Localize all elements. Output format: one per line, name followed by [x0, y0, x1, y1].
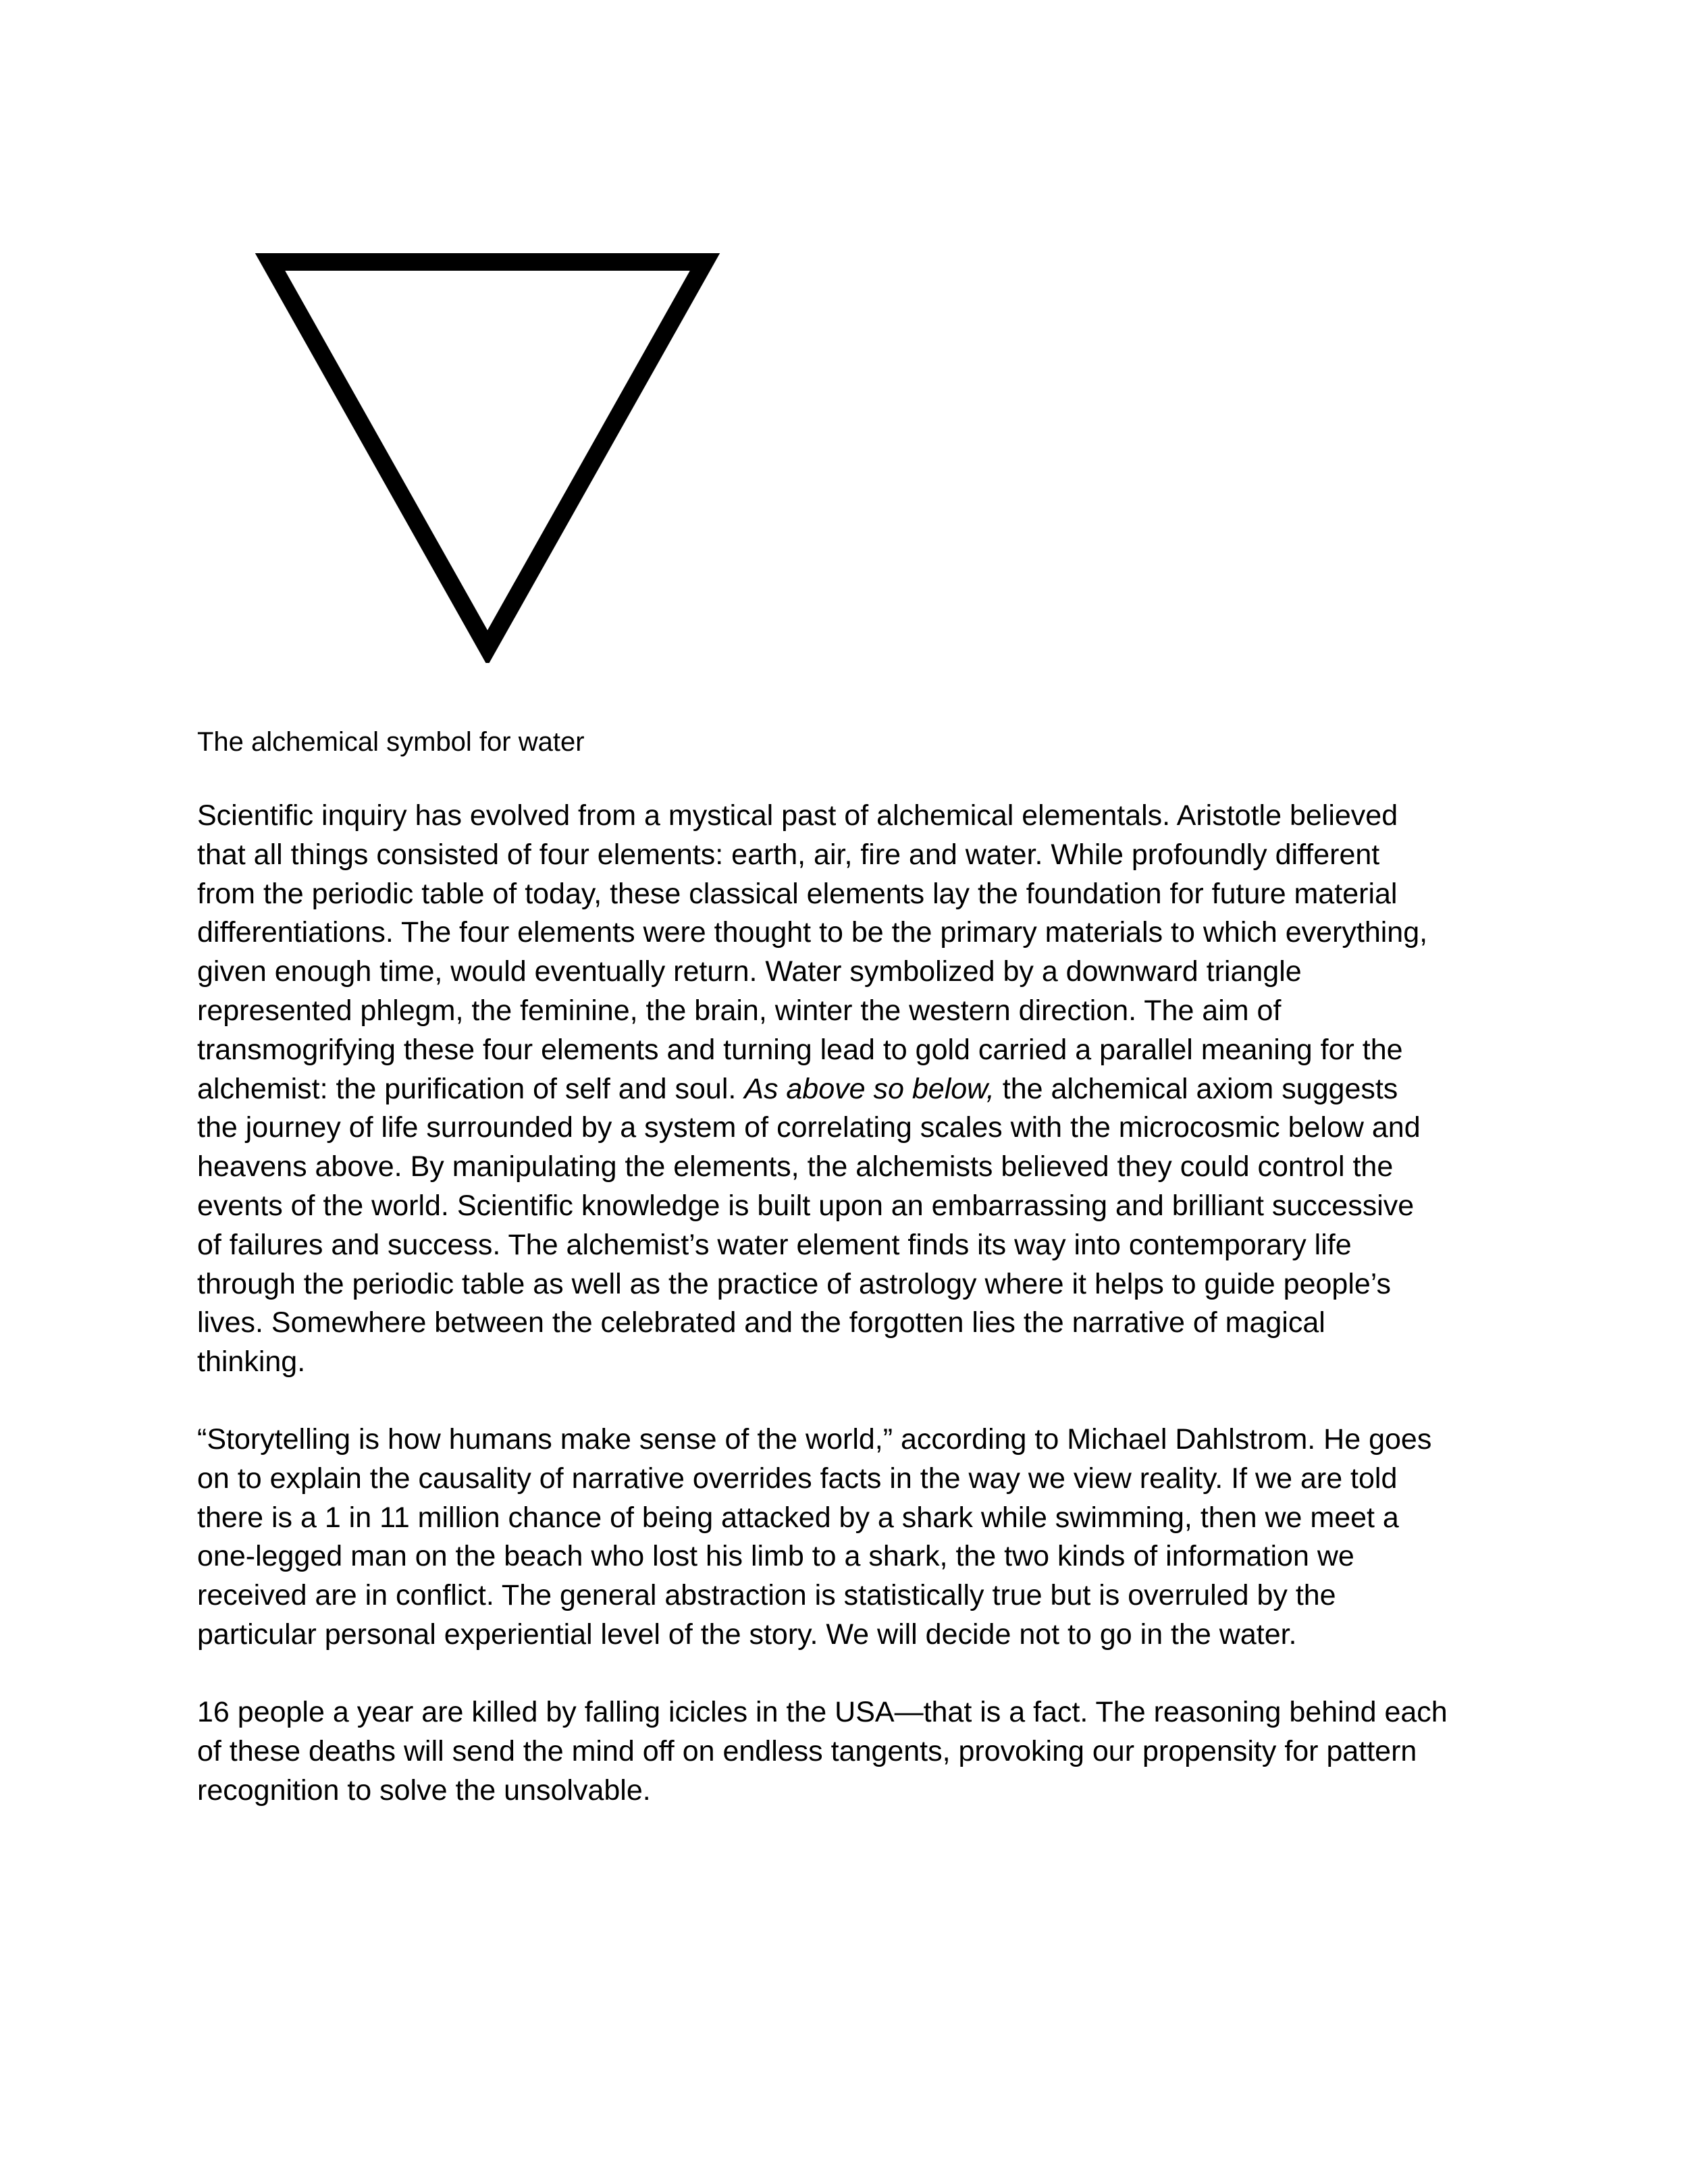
text-line: particular personal experiential level of the story. We will decide not to go in the water. [197, 1618, 1297, 1651]
text-line: received are in conflict. The general abstraction is statistically true but is overruled by the [197, 1579, 1336, 1612]
text-line: recognition to solve the unsolvable. [197, 1774, 651, 1807]
text-line: events of the world. Scientific knowledge is built upon an embarrassing and brilliant successive [197, 1189, 1415, 1222]
text-line: there is a 1 in 11 million chance of being attacked by a shark while swimming, then we meet a [197, 1501, 1399, 1534]
text-line: of these deaths will send the mind off on endless tangents, provoking our propensity for pattern [197, 1734, 1417, 1767]
text-line: heavens above. By manipulating the elements, the alchemists believed they could control the [197, 1150, 1394, 1183]
text-line: the journey of life surrounded by a system of correlating scales with the microcosmic below and [197, 1111, 1421, 1144]
text-line: on to explain the causality of narrative overrides facts in the way we view reality. If we are told [197, 1462, 1398, 1495]
text-line: through the periodic table as well as the practice of astrology where it helps to guide people’s [197, 1267, 1392, 1300]
text-line: that all things consisted of four elements: earth, air, fire and water. While profoundly different [197, 838, 1380, 871]
text-line: 16 people a year are killed by falling icicles in the USA—that is a fact. The reasoning behind each [197, 1696, 1448, 1728]
text-segment: the alchemical axiom suggests [994, 1072, 1398, 1105]
text-line: “Storytelling is how humans make sense of the world,” according to Michael Dahlstrom. He goes [197, 1423, 1432, 1456]
paragraph-icicles [197, 1693, 1548, 1810]
text-line: given enough time, would eventually return. Water symbolized by a downward triangle [197, 955, 1302, 988]
text-line: one-legged man on the beach who lost his limb to a shark, the two kinds of information we [197, 1540, 1354, 1573]
text-segment: alchemist: the purification of self and soul. [197, 1072, 745, 1105]
alchemical-water-symbol-icon [251, 251, 724, 663]
text-line: lives. Somewhere between the celebrated and the forgotten lies the narrative of magical [197, 1306, 1325, 1339]
text-line [197, 1070, 1548, 1109]
text-line: represented phlegm, the feminine, the brain, winter the western direction. The aim of [197, 994, 1282, 1027]
text-line: from the periodic table of today, these classical elements lay the foundation for future material [197, 877, 1398, 910]
text-line: thinking. [197, 1346, 306, 1379]
text-line: transmogrifying these four elements and turning lead to gold carried a parallel meaning for the [197, 1033, 1403, 1066]
paragraph-alchemy [197, 797, 1548, 1382]
paragraph-storytelling [197, 1420, 1548, 1655]
italic-axiom: As above so below, [744, 1072, 995, 1105]
figure-caption: The alchemical symbol for water [197, 727, 585, 757]
text-line: differentiations. The four elements were thought to be the primary materials to which everything, [197, 916, 1428, 949]
text-line: of failures and success. The alchemist’s water element finds its way into contemporary life [197, 1228, 1352, 1261]
text-line: Scientific inquiry has evolved from a mystical past of alchemical elementals. Aristotle believed [197, 799, 1398, 832]
